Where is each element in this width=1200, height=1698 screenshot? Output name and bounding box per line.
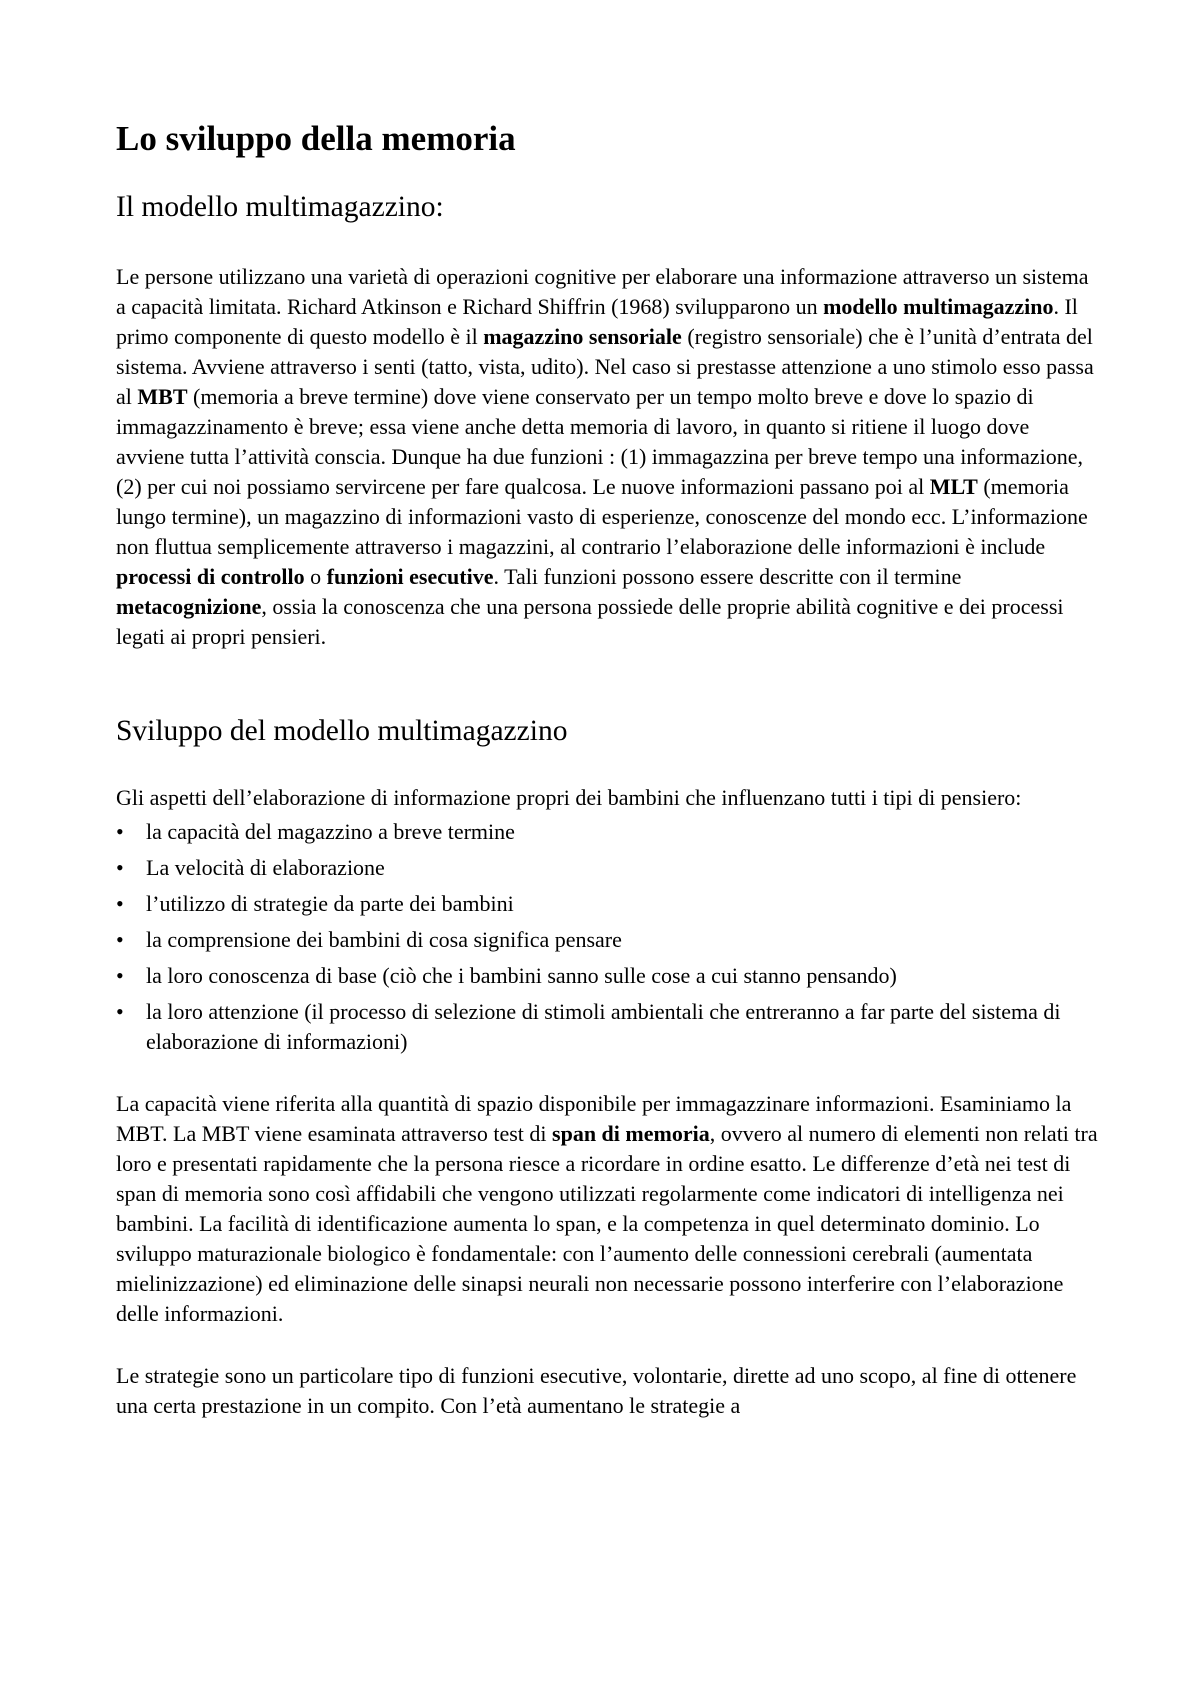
list-item-text: la comprensione dei bambini di cosa significa pensare [146,927,622,952]
paragraph-capacity [116,1089,1102,1329]
text-run: (memoria lungo termine), un magazzino di informazioni vasto di esperienze, conoscenze del mondo ecc. L’informazione non fluttua semplicemente attraverso i magazzini, al contrario l’elaborazione delle informazioni è include [116,474,1088,559]
text-run: , ovvero al numero di elementi non relati tra loro e presentati rapidamente che la persona riesce a ricordare in ordine esatto. Le differenze d’età nei test di span di memoria sono così affidabili che vengono utilizzati regolarmente come indicatori di intelligenza nei bambini. La facilità di identificazione aumenta lo span, e la competenza in quel determinato dominio. Lo sviluppo maturazionale biologico è fondamentale: con l’aumento delle connessioni cerebrali (aumentata mielinizzazione) ed eliminazione delle sinapsi neurali non necessarie possono interferire con l’elaborazione delle informazioni. [116,1121,1098,1326]
bold-term: MBT [137,384,188,409]
list-item [116,853,1102,883]
bold-term: funzioni esecutive [326,564,494,589]
list-item-text: la loro attenzione (il processo di selezione di stimoli ambientali che entreranno a far parte del sistema di elaborazione di informazioni) [146,999,1061,1054]
list-item-text: La velocità di elaborazione [146,855,385,880]
text-run: . Tali funzioni possono essere descritte con il termine [493,564,962,589]
bullet-icon: • [116,891,124,916]
bold-term: metacognizione [116,594,262,619]
bullet-icon: • [116,855,124,880]
section-heading-model-development: Sviluppo del modello multimagazzino [116,715,568,747]
list-item-text: la loro conoscenza di base (ciò che i bambini sanno sulle cose a cui stanno pensando) [146,963,897,988]
bold-term: MLT [929,474,978,499]
page-title: Lo sviluppo della memoria [116,119,516,158]
paragraph-strategies: Le strategie sono un particolare tipo di funzioni esecutive, volontarie, dirette ad uno scopo, al fine di ottenere una certa prestazione in un compito. Con l’età aumentano le strategie a [116,1363,1077,1418]
bold-term: span di memoria [552,1121,710,1146]
list-item-text: l’utilizzo di strategie da parte dei bambini [146,891,514,916]
text-run: o [304,564,327,589]
list-item-text: la capacità del magazzino a breve termine [146,819,515,844]
bullet-icon: • [116,819,124,844]
paragraph-aspects-intro: Gli aspetti dell’elaborazione di informazione propri dei bambini che influenzano tutti i tipi di pensiero: [116,785,1022,810]
list-item [116,925,1102,955]
text-run: , ossia la conoscenza che una persona possiede delle proprie abilità cognitive e dei processi legati ai propri pensieri. [116,594,1064,649]
text-run: Le persone utilizzano una varietà di operazioni cognitive per elaborare una informazione attraverso un sistema a capacità limitata. Richard Atkinson e Richard Shiffrin (1968) svilupparono un [116,264,1089,319]
bullet-icon: • [116,927,124,952]
text-run: La capacità viene riferita alla quantità di spazio disponibile per immagazzinare informazioni. Esaminiamo la MBT. La MBT viene esaminata attraverso test di [116,1091,1072,1146]
bold-term: magazzino sensoriale [483,324,682,349]
section-heading-multistore-model: Il modello multimagazzino: [116,191,444,223]
list-item [116,961,1102,991]
list-item [116,817,1102,847]
text-run: (memoria a breve termine) dove viene conservato per un tempo molto breve e dove lo spazio di immagazzinamento è breve; essa viene anche detta memoria di lavoro, in quanto si ritiene il luogo dove avviene tutta l’attività conscia. Dunque ha due funzioni : (1) immagazzina per breve tempo una informazione, (2) per cui noi possiamo servircene per fare qualcosa. Le nuove informazioni passano poi al [116,384,1084,499]
text-run: (registro sensoriale) che è l’unità d’entrata del sistema. Avviene attraverso i senti (tatto, vista, udito). Nel caso si prestasse attenzione a uno stimolo esso passa al [116,324,1094,409]
aspects-list [116,817,1102,1057]
bold-term: processi di controllo [116,564,305,589]
bullet-icon: • [116,999,124,1024]
list-item [116,997,1102,1057]
bold-term: modello multimagazzino [823,294,1054,319]
document-page [116,116,1102,1421]
paragraph-multistore-model [116,262,1102,652]
bullet-icon: • [116,963,124,988]
list-item [116,889,1102,919]
text-run: . Il primo componente di questo modello è il [116,294,1078,349]
